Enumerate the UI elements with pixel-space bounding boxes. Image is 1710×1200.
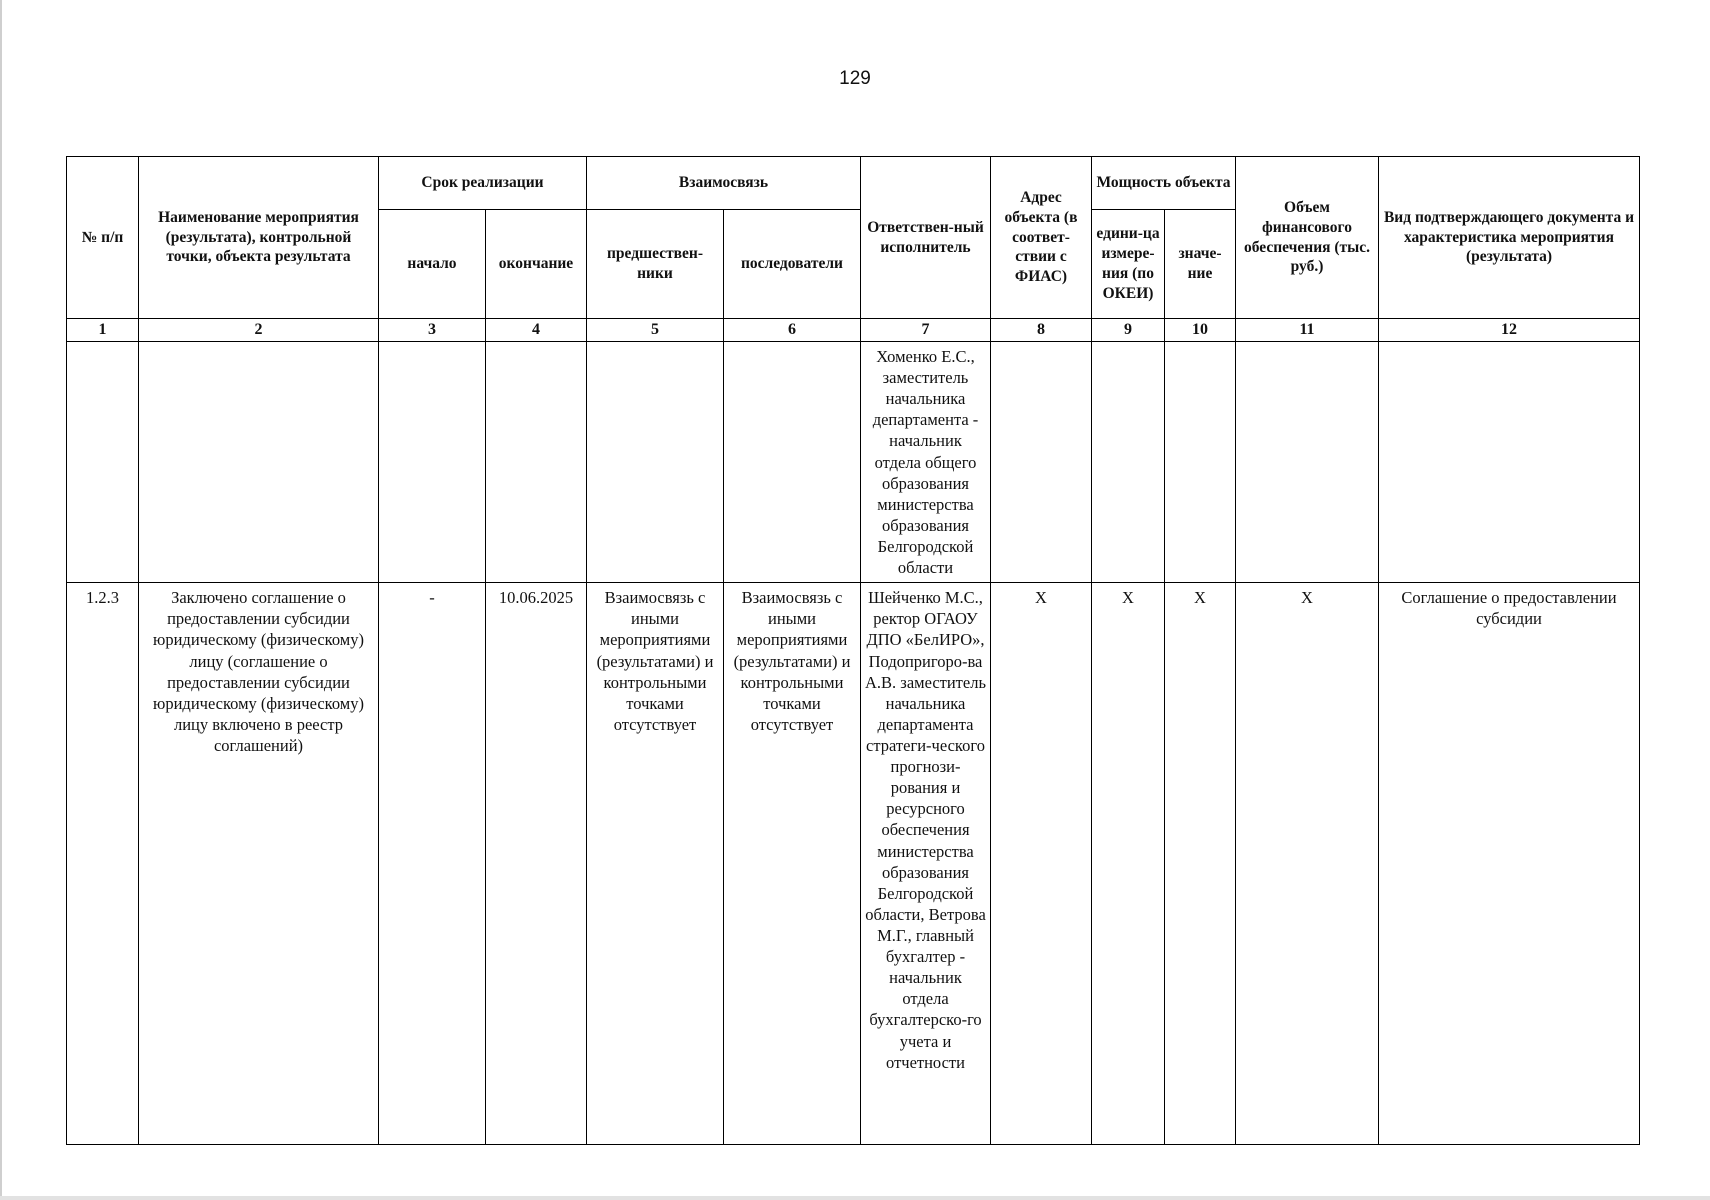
column-number: 1 — [67, 319, 139, 342]
cell-responsible: Шейченко М.С., ректор ОГАОУ ДПО «БелИРО», Подопригоро-ва А.В. заместитель начальника департамента стратеги-ческого прогнози-рования и ресурсного обеспечения министерства образования Белгородской области, Ветрова М.Г., главный бухгалтер - начальник отдела бухгалтерско-го учета и отчетности — [861, 583, 991, 1145]
cell-number: 1.2.3 — [67, 583, 139, 1145]
plan-table — [66, 156, 1640, 1145]
header-number: № п/п — [67, 157, 139, 319]
scan-edge — [0, 0, 2, 1200]
cell-finance: X — [1236, 583, 1379, 1145]
column-number: 11 — [1236, 319, 1379, 342]
column-number: 12 — [1379, 319, 1640, 342]
header-unit: едини-ца измере-ния (по ОКЕИ) — [1092, 210, 1165, 319]
cell-start — [379, 342, 486, 583]
header-term-group: Срок реализации — [379, 157, 587, 210]
header-successors: последователи — [724, 210, 861, 319]
header-name: Наименование мероприятия (результата), контрольной точки, объекта результата — [139, 157, 379, 319]
table-row — [67, 583, 1640, 1145]
cell-start: - — [379, 583, 486, 1145]
cell-successors — [724, 342, 861, 583]
cell-predecessors — [587, 342, 724, 583]
cell-unit — [1092, 342, 1165, 583]
column-number: 6 — [724, 319, 861, 342]
page-number: 129 — [839, 68, 871, 89]
cell-unit: X — [1092, 583, 1165, 1145]
column-number: 9 — [1092, 319, 1165, 342]
cell-predecessors: Взаимосвязь с иными мероприятиями (результатами) и контрольными точками отсутствует — [587, 583, 724, 1145]
cell-responsible: Хоменко Е.С., заместитель начальника департамента - начальник отдела общего образования министерства образования Белгородской области — [861, 342, 991, 583]
column-number: 3 — [379, 319, 486, 342]
cell-name — [139, 342, 379, 583]
header-responsible: Ответствен-ный исполнитель — [861, 157, 991, 319]
cell-document: Соглашение о предоставлении субсидии — [1379, 583, 1640, 1145]
cell-address — [991, 342, 1092, 583]
header-predecessors: предшествен-ники — [587, 210, 724, 319]
header-document: Вид подтверждающего документа и характеристика мероприятия (результата) — [1379, 157, 1640, 319]
column-number: 10 — [1165, 319, 1236, 342]
cell-value — [1165, 342, 1236, 583]
cell-end — [486, 342, 587, 583]
column-number-row — [67, 319, 1640, 342]
cell-number — [67, 342, 139, 583]
cell-value: X — [1165, 583, 1236, 1145]
cell-finance — [1236, 342, 1379, 583]
column-number: 4 — [486, 319, 587, 342]
column-number: 8 — [991, 319, 1092, 342]
scan-edge-bottom — [0, 1196, 1710, 1200]
column-number: 7 — [861, 319, 991, 342]
header-power-group: Мощность объекта — [1092, 157, 1236, 210]
cell-address: X — [991, 583, 1092, 1145]
cell-successors: Взаимосвязь с иными мероприятиями (результатами) и контрольными точками отсутствует — [724, 583, 861, 1145]
cell-end: 10.06.2025 — [486, 583, 587, 1145]
header-link-group: Взаимосвязь — [587, 157, 861, 210]
header-start: начало — [379, 210, 486, 319]
table-row — [67, 342, 1640, 583]
header-value: значе-ние — [1165, 210, 1236, 319]
header-end: окончание — [486, 210, 587, 319]
header-address: Адрес объекта (в соответ-ствии с ФИАС) — [991, 157, 1092, 319]
cell-document — [1379, 342, 1640, 583]
cell-name: Заключено соглашение о предоставлении субсидии юридическому (физическому) лицу (соглашение о предоставлении субсидии юридическому (физическому) лицу включено в реестр соглашений) — [139, 583, 379, 1145]
column-number: 2 — [139, 319, 379, 342]
header-finance: Объем финансового обеспечения (тыс. руб.) — [1236, 157, 1379, 319]
column-number: 5 — [587, 319, 724, 342]
